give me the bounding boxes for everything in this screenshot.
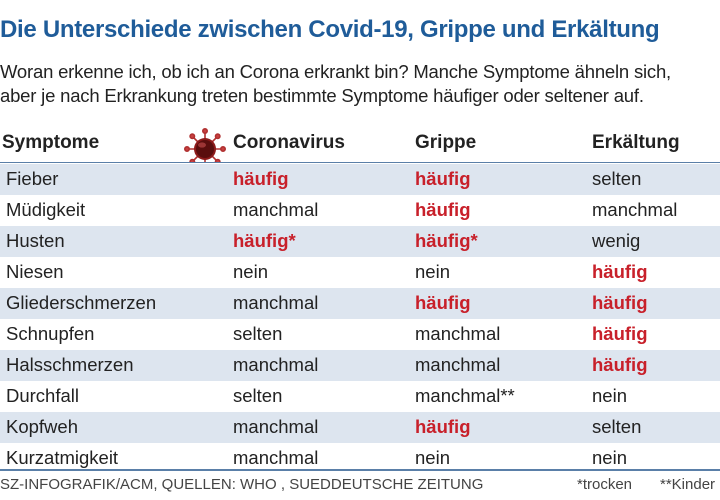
coronavirus-cell: manchmal [233,416,319,437]
coronavirus-cell: manchmal [233,199,319,220]
symptom-cell: Gliederschmerzen [6,292,157,313]
erkaeltung-cell: selten [592,416,642,437]
table-row [0,318,720,349]
grippe-cell: häufig [415,168,471,189]
coronavirus-cell: selten [233,385,283,406]
table-header [0,128,720,160]
subtitle-line: Woran erkenne ich, ob ich an Corona erkrankt bin? Manche Symptome ähneln sich, [0,61,671,82]
table-row [0,194,720,225]
header-erkaeltung: Erkältung [592,132,680,153]
coronavirus-cell: häufig [233,168,289,189]
table-bottom-rule [0,469,720,471]
coronavirus-cell: manchmal [233,447,319,468]
grippe-cell: manchmal** [415,385,515,406]
symptom-cell: Schnupfen [6,323,95,344]
symptom-cell: Kopfweh [6,416,78,437]
header-coronavirus: Coronavirus [233,132,345,153]
symptom-cell: Müdigkeit [6,199,86,220]
table-row [0,225,720,256]
table-row [0,287,720,318]
erkaeltung-cell: nein [592,385,627,406]
erkaeltung-cell: nein [592,447,627,468]
symptom-cell: Fieber [6,168,59,189]
grippe-cell: nein [415,447,450,468]
erkaeltung-cell: manchmal [592,199,678,220]
coronavirus-cell: manchmal [233,354,319,375]
grippe-cell: häufig [415,292,471,313]
page-title: Die Unterschiede zwischen Covid-19, Grippe und Erkältung [0,16,660,43]
erkaeltung-cell: häufig [592,261,648,282]
symptom-cell: Kurzatmigkeit [6,447,119,468]
grippe-cell: häufig [415,199,471,220]
grippe-cell: manchmal [415,323,501,344]
grippe-cell: häufig* [415,230,478,251]
coronavirus-cell: selten [233,323,283,344]
erkaeltung-cell: selten [592,168,642,189]
grippe-cell: nein [415,261,450,282]
header-symptome: Symptome [2,132,100,153]
table-row [0,380,720,411]
erkaeltung-cell: wenig [592,230,641,251]
erkaeltung-cell: häufig [592,354,648,375]
grippe-cell: manchmal [415,354,501,375]
table-row [0,256,720,287]
subtitle [0,60,720,108]
table-row [0,349,720,380]
symptom-cell: Halsschmerzen [6,354,134,375]
symptom-cell: Husten [6,230,65,251]
subtitle-line: aber je nach Erkrankung treten bestimmte Symptome häufiger oder seltener auf. [0,85,644,106]
table-body [0,163,720,473]
erkaeltung-cell: häufig [592,292,648,313]
coronavirus-cell: manchmal [233,292,319,313]
erkaeltung-cell: häufig [592,323,648,344]
coronavirus-cell: häufig* [233,230,296,251]
header-grippe: Grippe [415,132,477,153]
symptom-cell: Durchfall [6,385,79,406]
footnote-trocken: *trocken [577,476,633,493]
table-row [0,163,720,194]
grippe-cell: häufig [415,416,471,437]
table-row [0,411,720,442]
coronavirus-cell: nein [233,261,268,282]
source-credit: SZ-INFOGRAFIK/ACM, QUELLEN: WHO , SUEDDEUTSCHE ZEITUNG [0,476,484,493]
footnote-kinder: **Kinder [660,476,716,493]
symptom-cell: Niesen [6,261,64,282]
